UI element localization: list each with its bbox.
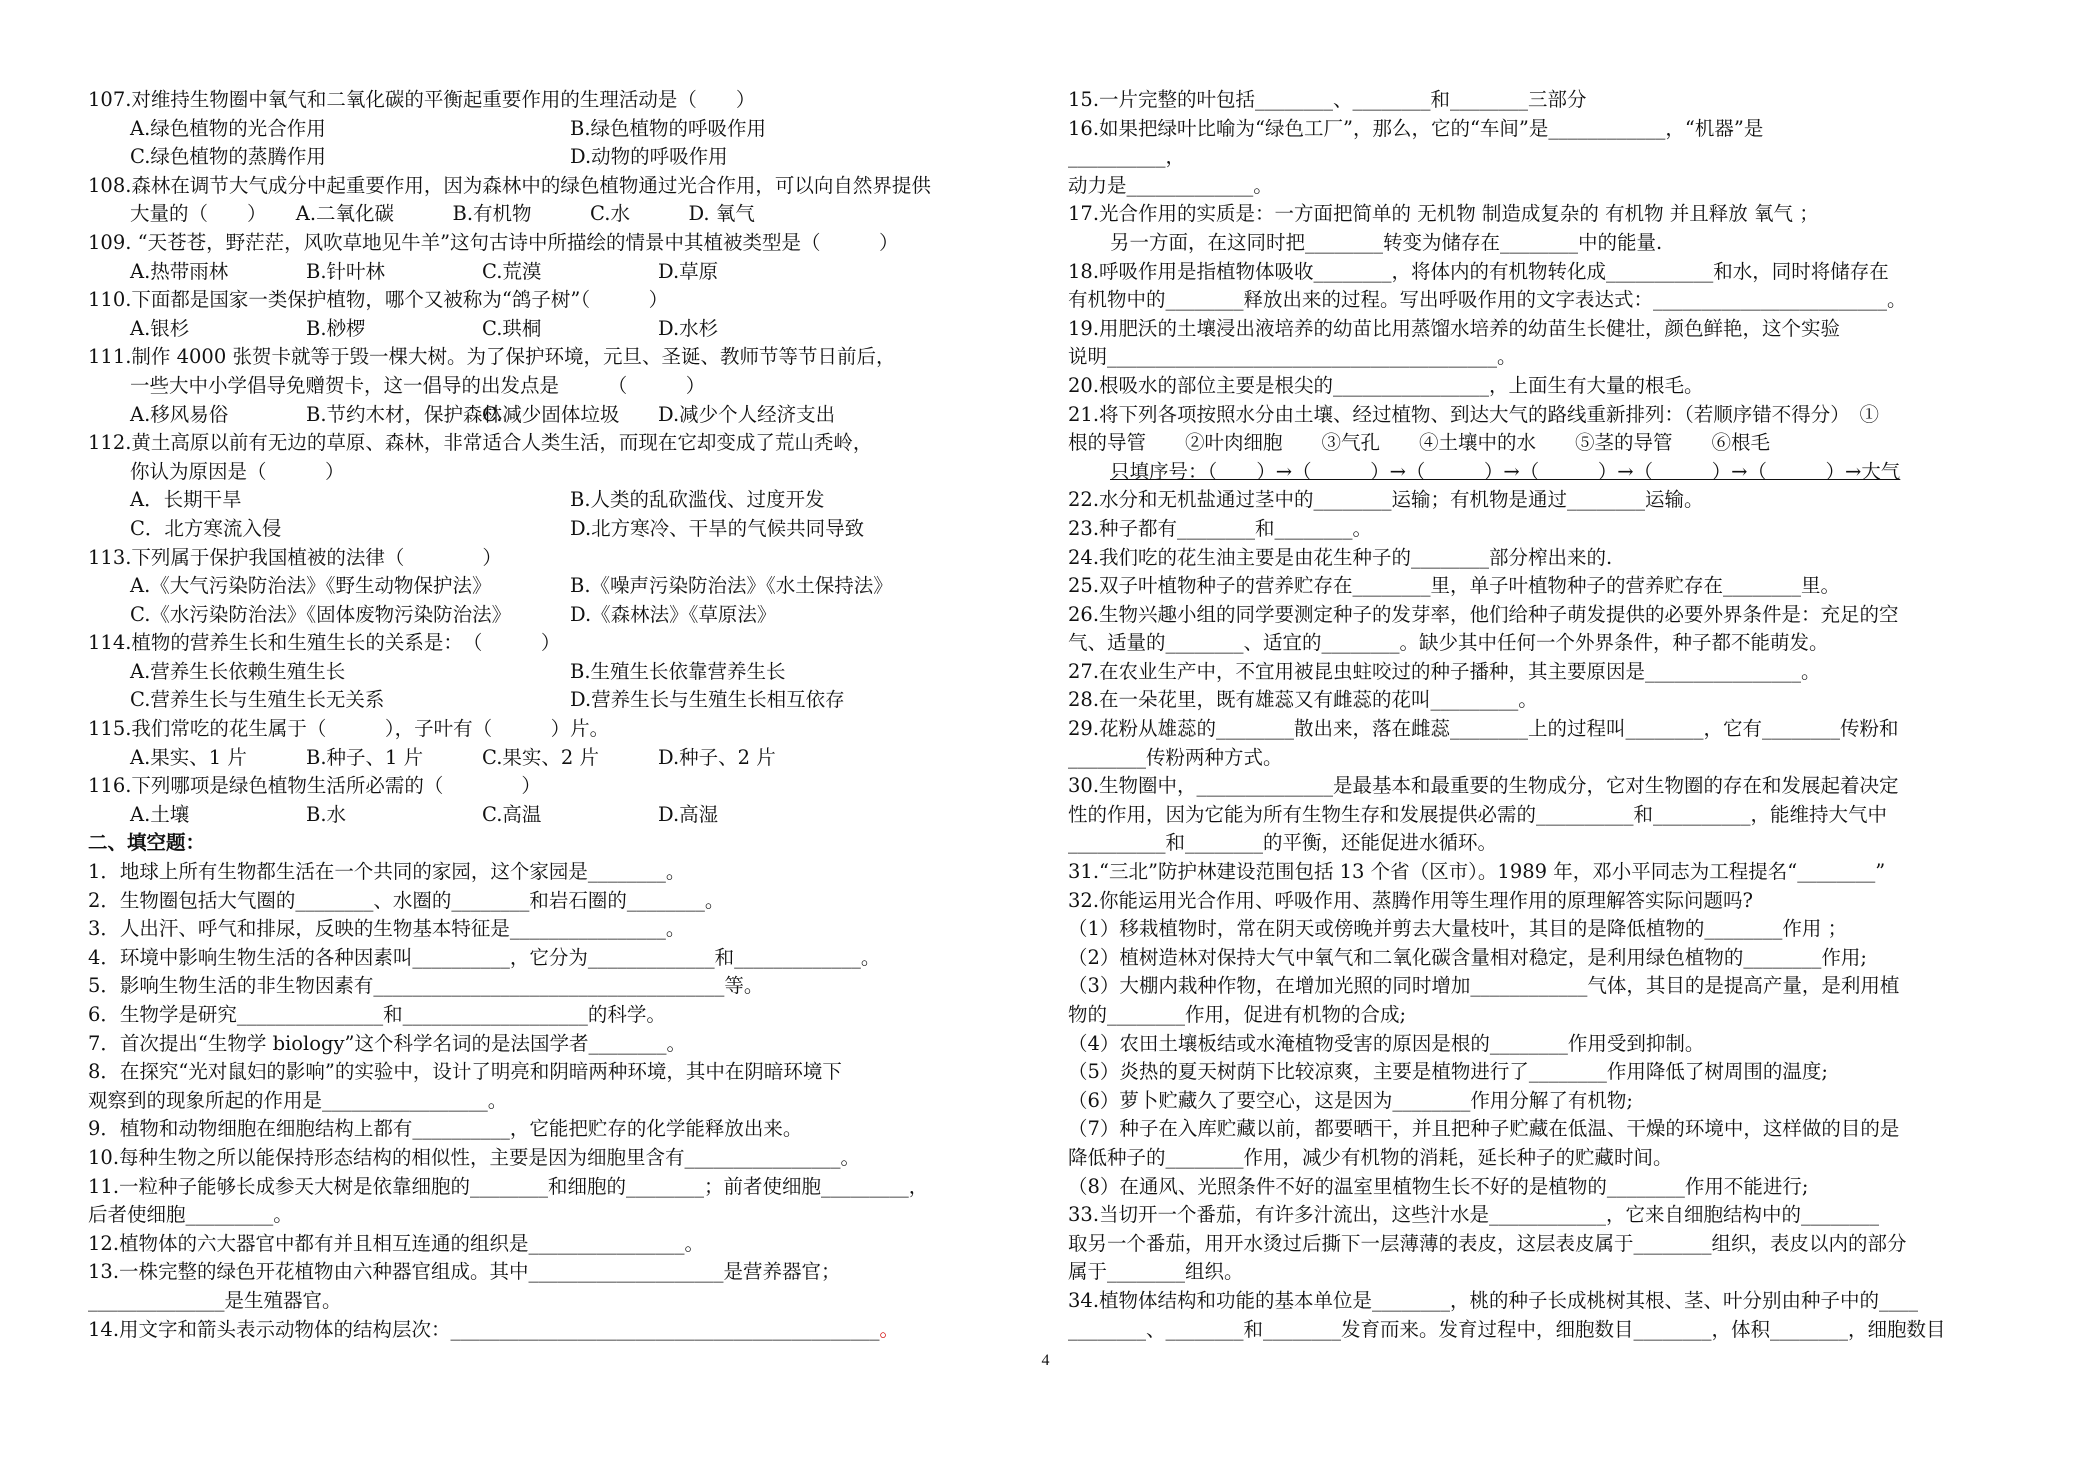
line-text: 32.你能运用光合作用、呼吸作用、蒸腾作用等生理作用的原理解答实际问题吗?: [1068, 888, 1753, 912]
red-period: 。: [879, 1317, 900, 1341]
text-line: [1068, 1087, 2014, 1116]
answer-options-line: [88, 601, 1040, 630]
text-line: [88, 1258, 1040, 1287]
answer-option: A.热带雨林: [130, 259, 229, 283]
answer-option: D.营养生长与生殖生长相互依存: [570, 688, 845, 712]
text-line: [1068, 1030, 2014, 1059]
text-line: [1068, 544, 2014, 573]
line-text: （1）移栽植物时，常在阴天或傍晚并剪去大量枝叶，其目的是降低植物的________作用 ；: [1068, 917, 1848, 941]
line-text: 11.一粒种子能够长成参天大树是依靠细胞的________和细胞的________；前者使细胞_________，: [88, 1174, 929, 1198]
line-text: 18.呼吸作用是指植物体吸收________，将体内的有机物转化成___________和水，同时将储存在: [1068, 259, 1889, 283]
text-line: [1068, 972, 2014, 1001]
answer-option: C.减少固体垃圾: [482, 402, 620, 426]
text-line: [1068, 629, 2014, 658]
line-text: 116.下列哪项是绿色植物生活所必需的（ ）: [88, 774, 541, 798]
text-line: [1068, 686, 2014, 715]
text-line: [88, 829, 1040, 858]
line-text: 24.我们吃的花生油主要是由花生种子的________部分榨出来的.: [1068, 545, 1613, 569]
line-text: 12.植物体的六大器官中都有并且相互连通的组织是________________。: [88, 1231, 705, 1255]
text-line: [88, 858, 1040, 887]
text-line: [1068, 86, 2014, 115]
line-text: 7．首次提出“生物学 biology”这个科学名词的是法国学者________。: [88, 1031, 686, 1055]
answer-options-line: [88, 801, 1040, 830]
line-text: 112.黄土高原以前有无边的草原、森林，非常适合人类生活，而现在它却变成了荒山秃岭，: [88, 431, 873, 455]
text-line: [88, 1316, 1040, 1345]
text-line: [88, 1058, 1040, 1087]
line-text: 观察到的现象所起的作用是_________________。: [88, 1088, 508, 1112]
text-line: [1068, 915, 2014, 944]
line-text: 6．生物学是研究_______________和___________________的科学。: [88, 1003, 666, 1026]
text-line: [88, 1230, 1040, 1259]
line-text: 114.植物的营养生长和生殖生长的关系是： （ ）: [88, 631, 561, 655]
answer-option: D.种子、2 片: [658, 745, 776, 769]
text-line: [1068, 572, 2014, 601]
line-text: 110.下面都是国家一类保护植物，哪个又被称为“鸽子树”（ ）: [88, 288, 669, 312]
text-line: [88, 1201, 1040, 1230]
text-line: [88, 1030, 1040, 1059]
answer-option: B.绿色植物的呼吸作用: [570, 116, 767, 140]
answer-options-line: [88, 572, 1040, 601]
answer-option: C.果实、2 片: [482, 745, 600, 769]
answer-options-line: [88, 486, 1040, 515]
text-line: [88, 1287, 1040, 1316]
text-line: [1068, 601, 2014, 630]
line-text: __________和________的平衡，还能促进水循环。: [1068, 831, 1498, 855]
text-line: [1068, 829, 2014, 858]
answer-option: B.《噪声污染防治法》《水土保持法》: [570, 574, 893, 598]
answer-option: B.生殖生长依靠营养生长: [570, 659, 786, 683]
text-line: [1068, 1058, 2014, 1087]
text-line: [1068, 1201, 2014, 1230]
answer-options-line: [88, 515, 1040, 544]
answer-option: A.果实、1 片: [130, 745, 247, 769]
text-line: [1068, 200, 2014, 229]
line-text: 29.花粉从雄蕊的________散出来，落在雌蕊________上的过程叫________，它有________传粉和: [1068, 717, 1899, 741]
line-text: 大量的（ ） A.二氧化碳 B.有机物 C.水 D. 氧气: [130, 202, 755, 226]
answer-options-line: [88, 686, 1040, 715]
text-line: [1068, 143, 2014, 172]
text-line: [1068, 772, 2014, 801]
line-text: 107.对维持生物圈中氧气和二氧化碳的平衡起重要作用的生理活动是（ ）: [88, 88, 756, 111]
text-line: [88, 343, 1040, 372]
answer-option: B.种子、1 片: [306, 745, 424, 769]
text-line: [1068, 1115, 2014, 1144]
text-line: [1068, 486, 2014, 515]
line-text: 9．植物和动物细胞在细胞结构上都有__________，它能把贮存的化学能释放出来。: [88, 1117, 803, 1141]
line-text: ______________是生殖器官。: [88, 1288, 342, 1312]
text-line: [88, 172, 1040, 201]
line-text: （6）萝卜贮藏久了要空心，这是因为________作用分解了有机物;: [1068, 1088, 1633, 1112]
line-text: 31.“三北”防护林建设范围包括 13 个省（区市）。1989 年，邓小平同志为工程提名“________”: [1068, 860, 1886, 884]
answer-option: D.北方寒冷、干旱的气候共同导致: [570, 516, 865, 540]
line-text: 2．生物圈包括大气圈的________、水圈的________和岩石圈的________。: [88, 888, 725, 912]
line-text: 15.一片完整的叶包括________、________和________三部分: [1068, 88, 1587, 111]
line-text: 另一方面，在这同时把________转变为储存在________中的能量.: [1110, 230, 1663, 254]
text-line: [88, 1001, 1040, 1030]
text-line: [88, 429, 1040, 458]
text-line: [88, 286, 1040, 315]
text-line: [88, 458, 1040, 487]
line-text: 30.生物圈中，______________是最基本和最重要的生物成分，它对生物圈的存在和发展起着决定: [1068, 774, 1899, 798]
line-text: 10.每种生物之所以能保持形态结构的相似性，主要是因为细胞里含有________________。: [88, 1145, 861, 1169]
text-line: [1068, 286, 2014, 315]
text-line: [88, 1087, 1040, 1116]
text-line: [1068, 1173, 2014, 1202]
text-line: [1068, 515, 2014, 544]
text-line: [88, 1144, 1040, 1173]
line-text: ________传粉两种方式。: [1068, 745, 1283, 769]
line-text: 5．影响生物生活的非生物因素有____________________________________等。: [88, 974, 764, 998]
line-text: （8）在通风、光照条件不好的温室里植物生长不好的是植物的________作用不能进行;: [1068, 1174, 1809, 1198]
line-text: （7）种子在入库贮藏以前，都要晒干，并且把种子贮藏在低温、干燥的环境中，这样做的目的是: [1068, 1117, 1900, 1141]
text-line: [1068, 1287, 2014, 1316]
answer-options-line: [88, 115, 1040, 144]
answer-option: A.移风易俗: [130, 402, 229, 426]
line-text: （3）大棚内栽种作物，在增加光照的同时增加____________气体，其目的是提高产量，是利用植: [1068, 974, 1900, 998]
text-line: [1068, 801, 2014, 830]
answer-option: B.针叶林: [306, 259, 386, 283]
line-text: 只填序号：（ ）→（ ）→（ ）→（ ）→（ ）→（ ）→大气: [1110, 459, 1901, 483]
answer-option: A．长期干旱: [130, 488, 242, 512]
text-line: [88, 229, 1040, 258]
text-line: [1068, 258, 2014, 287]
answer-option: C．北方寒流入侵: [130, 516, 282, 540]
answer-option: D.《森林法》《草原法》: [570, 602, 777, 626]
answer-option: B.水: [306, 802, 347, 826]
text-line: [88, 887, 1040, 916]
text-line: [1068, 401, 2014, 430]
text-line: [1068, 887, 2014, 916]
answer-option: C.绿色植物的蒸腾作用: [130, 145, 326, 169]
line-text: 后者使细胞_________。: [88, 1203, 293, 1227]
line-text: 1．地球上所有生物都生活在一个共同的家园，这个家园是________。: [88, 860, 686, 884]
line-text: 4．环境中影响生物生活的各种因素叫__________，它分为_____________和_____________。: [88, 945, 881, 969]
line-text: 108.森林在调节大气成分中起重要作用，因为森林中的绿色植物通过光合作用，可以向自然界提供: [88, 173, 931, 197]
line-text: 降低种子的________作用，减少有机物的消耗，延长种子的贮藏时间。: [1068, 1145, 1673, 1169]
line-text: 109. “天苍苍，野茫茫，风吹草地见牛羊”这句古诗中所描绘的情景中其植被类型是（ ）: [88, 230, 899, 254]
text-line: [88, 972, 1040, 1001]
line-text: 28.在一朵花里，既有雄蕊又有雌蕊的花叫_________。: [1068, 688, 1538, 712]
answer-option: C.《水污染防治法》《固体废物污染防治法》: [130, 602, 512, 626]
line-text: （4）农田土壤板结或水淹植物受害的原因是根的________作用受到抑制。: [1068, 1031, 1705, 1055]
line-text: 8．在探究“光对鼠妇的影响”的实验中，设计了明亮和阴暗两种环境，其中在阴暗环境下: [88, 1060, 842, 1084]
text-line: [1068, 944, 2014, 973]
line-text: 26.生物兴趣小组的同学要测定种子的发芽率，他们给种子萌发提供的必要外界条件是：充足的空: [1068, 602, 1899, 626]
text-line: [1068, 229, 2014, 258]
line-text: 动力是_____________。: [1068, 173, 1273, 197]
text-line: [88, 915, 1040, 944]
answer-option: A.银杉: [130, 316, 190, 340]
answer-option: D.减少个人经济支出: [658, 402, 836, 426]
line-text: （5）炎热的夏天树荫下比较凉爽，主要是植物进行了________作用降低了树周围的温度;: [1068, 1060, 1828, 1084]
line-text: 113.下列属于保护我国植被的法律（ ）: [88, 545, 502, 569]
line-text: 23.种子都有________和________。: [1068, 516, 1373, 540]
answer-option: B.节约木材，保护森林: [306, 402, 503, 426]
text-line: [88, 544, 1040, 573]
text-line: [1068, 1316, 2014, 1345]
text-line: [88, 1173, 1040, 1202]
text-line: [1068, 115, 2014, 144]
line-text: __________，: [1068, 145, 1186, 169]
text-line: [88, 629, 1040, 658]
text-line: [88, 372, 1040, 401]
answer-option: B.桫椤: [306, 316, 366, 340]
line-text: 111.制作 4000 张贺卡就等于毁一棵大树。为了保护环境，元旦、圣诞、教师节等节日前后，: [88, 345, 896, 369]
text-line: [1068, 429, 2014, 458]
line-text: 有机物中的________释放出来的过程。写出呼吸作用的文字表达式：________________________。: [1068, 288, 1907, 312]
line-text: 说明________________________________________。: [1068, 345, 1517, 369]
line-text: ________、________和________发育而来。发育过程中，细胞数目________，体积________，细胞数目: [1068, 1317, 1946, 1341]
text-line: [88, 944, 1040, 973]
answer-options-line: [88, 744, 1040, 773]
text-line: [1068, 458, 2014, 487]
text-line: [88, 86, 1040, 115]
answer-option: D.草原: [658, 259, 719, 283]
line-text: 3．人出汗、呼气和排尿，反映的生物基本特征是________________。: [88, 917, 686, 941]
line-text: 19.用肥沃的土壤浸出液培养的幼苗比用蒸馏水培养的幼苗生长健壮，颜色鲜艳，这个实验: [1068, 316, 1841, 340]
answer-option: C.营养生长与生殖生长无关系: [130, 688, 385, 712]
page-number: 4: [1041, 1352, 1050, 1369]
line-text: 气、适量的________、适宜的________。缺少其中任何一个外界条件，种子都不能萌发。: [1068, 631, 1829, 655]
line-text: 20.根吸水的部位主要是根尖的________________，上面生有大量的根毛。: [1068, 373, 1704, 397]
answer-option: A.绿色植物的光合作用: [130, 116, 326, 140]
line-text: 22.水分和无机盐通过茎中的________运输；有机物是通过________运输。: [1068, 488, 1704, 512]
text-line: [1068, 343, 2014, 372]
text-line: [1068, 1230, 2014, 1259]
answer-option: A.营养生长依赖生殖生长: [130, 659, 346, 683]
answer-option: C.荒漠: [482, 259, 542, 283]
answer-option: A.《大气污染防治法》《野生动物保护法》: [130, 574, 492, 598]
line-text: 13.一株完整的绿色开花植物由六种器官组成。其中____________________是营养器官；: [88, 1260, 841, 1284]
text-line: [1068, 315, 2014, 344]
line-text: 25.双子叶植物种子的营养贮存在________里，单子叶植物种子的营养贮存在________里。: [1068, 574, 1841, 598]
line-text: 17.光合作用的实质是：一方面把简单的 无机物 制造成复杂的 有机物 并且释放 氧气 ；: [1068, 202, 1819, 226]
line-text: 属于________组织。: [1068, 1260, 1244, 1284]
text-line: [1068, 858, 2014, 887]
line-text: 21.将下列各项按照水分由土壤、经过植物、到达大气的路线重新排列：（若顺序错不得分） ①: [1068, 402, 1880, 426]
answer-options-line: [88, 658, 1040, 687]
line-text: 性的作用，因为它能为所有生物生存和发展提供必需的__________和__________，能维持大气中: [1068, 802, 1888, 826]
line-text: 27.在农业生产中，不宜用被昆虫蛀咬过的种子播种，其主要原因是________________。: [1068, 659, 1821, 683]
answer-options-line: [88, 143, 1040, 172]
text-line: [88, 1115, 1040, 1144]
answer-options-line: [88, 401, 1040, 430]
text-line: [1068, 372, 2014, 401]
line-text: 33.当切开一个番茄，有许多汁流出，这些汁水是____________，它来自细胞结构中的________: [1068, 1203, 1880, 1227]
text-line: [1068, 1001, 2014, 1030]
answer-option: A.土壤: [130, 802, 190, 826]
line-text: 你认为原因是（ ）: [130, 459, 345, 483]
answer-option: D.高湿: [658, 802, 719, 826]
line-text: （2）植树造林对保持大气中氧气和二氧化碳含量相对稳定，是利用绿色植物的________作用;: [1068, 945, 1867, 969]
text-line: [1068, 1258, 2014, 1287]
right-column: [1068, 86, 2014, 1344]
text-line: [88, 200, 1040, 229]
section-heading: 二、填空题：: [88, 831, 206, 855]
text-line: [1068, 715, 2014, 744]
answer-option: C.高温: [482, 802, 542, 826]
line-text: 16.如果把绿叶比喻为“绿色工厂”，那么，它的“车间”是____________，“机器”是: [1068, 116, 1764, 140]
text-line: [1068, 1144, 2014, 1173]
line-text: 根的导管 ②叶肉细胞 ③气孔 ④土壤中的水 ⑤茎的导管 ⑥根毛: [1068, 431, 1771, 455]
answer-option: D.动物的呼吸作用: [570, 145, 728, 169]
text-line: [1068, 172, 2014, 201]
text-line: [1068, 658, 2014, 687]
line-text: 14.用文字和箭头表示动物体的结构层次：____________________________________________: [88, 1317, 880, 1341]
answer-options-line: [88, 315, 1040, 344]
text-line: [88, 715, 1040, 744]
answer-option: C.珙桐: [482, 316, 542, 340]
line-text: 取另一个番茄，用开水烫过后撕下一层薄薄的表皮，这层表皮属于________组织，表皮以内的部分: [1068, 1231, 1907, 1255]
line-text: 115.我们常吃的花生属于（ ），子叶有（ ）片。: [88, 717, 610, 741]
answer-options-line: [88, 258, 1040, 287]
line-text: 一些大中小学倡导免赠贺卡，这一倡导的出发点是 （ ）: [130, 373, 706, 397]
answer-option: B.人类的乱砍滥伐、过度开发: [570, 488, 825, 512]
text-line: [1068, 744, 2014, 773]
line-text: 34.植物体结构和功能的基本单位是________，桃的种子长成桃树其根、茎、叶分别由种子中的____: [1068, 1288, 1919, 1312]
text-line: [88, 772, 1040, 801]
left-column: [88, 86, 1040, 1344]
line-text: 物的________作用，促进有机物的合成;: [1068, 1003, 1407, 1026]
answer-option: D.水杉: [658, 316, 719, 340]
